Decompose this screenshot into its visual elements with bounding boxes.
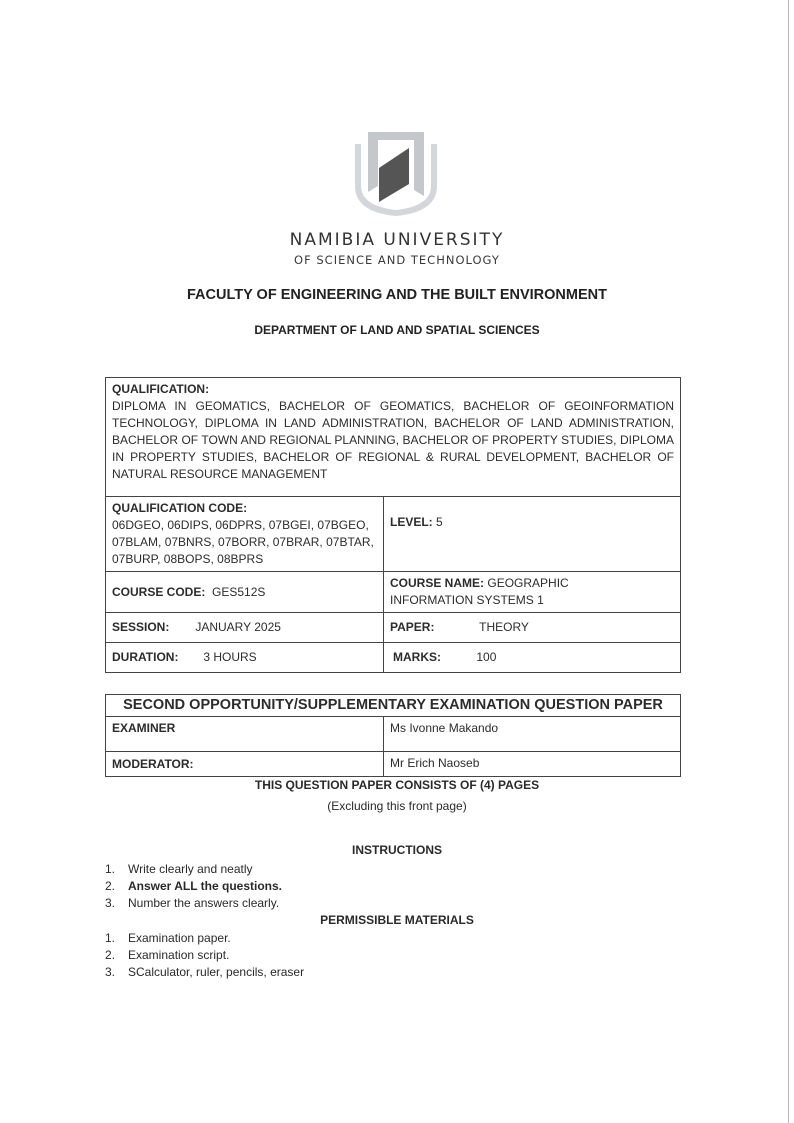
list-item-text: Write clearly and neatly [128,862,253,876]
session-cell [106,613,384,643]
list-item-number: 2. [105,948,116,962]
examiner-value: Ms Ivonne Makando [384,717,681,752]
instructions-heading: INSTRUCTIONS [352,843,442,857]
list-item [105,930,304,947]
moderator-value: Mr Erich Naoseb [384,752,681,777]
list-item-text: SCalculator, ruler, pencils, eraser [128,965,305,979]
materials-list [105,930,304,981]
course-code-label: COURSE CODE: [112,584,206,599]
course-name-value-cont: INFORMATION SYSTEMS 1 [390,593,544,607]
list-item-number: 1. [105,931,116,945]
moderator-label: MODERATOR: [106,752,384,777]
list-item [105,895,282,912]
list-item [105,964,304,981]
paper-label: PAPER: [390,620,435,634]
materials-heading: PERMISSIBLE MATERIALS [320,913,474,927]
course-code-cell [106,572,384,613]
marks-value: 100 [476,650,497,664]
marks-label: MARKS: [393,650,441,664]
list-item-text: Number the answers clearly. [128,896,280,910]
scan-edge-line [788,0,789,1123]
duration-cell [106,643,384,673]
list-item-text: Examination script. [128,948,230,962]
level-cell [384,497,681,572]
qualification-value: DIPLOMA IN GEOMATICS, BACHELOR OF GEOMATICS, BACHELOR OF GEOINFORMATION TECHNOLOGY, DIPLOMA IN LAND ADMINISTRATION, BACHELOR OF LAND ADMINISTRATION, BACHELOR OF TOWN AND REGIONAL PLANNING, BACHELOR OF PROPERTY STUDIES, DIPLOMA IN PROPERTY STUDIES, BACHELOR OF REGIONAL & RURAL DEVELOPMENT, BACHELOR OF NATURAL RESOURCE MANAGEMENT [112,399,674,481]
level-label: LEVEL: [390,515,433,529]
list-item-number: 2. [105,879,116,893]
list-item [105,947,304,964]
department-heading: DEPARTMENT OF LAND AND SPATIAL SCIENCES [254,323,540,337]
marks-cell [384,643,681,673]
qualification-code-line: 07BLAM, 07BNRS, 07BORR, 07BRAR, 07BTAR, [112,535,374,549]
exam-title: SECOND OPPORTUNITY/SUPPLEMENTARY EXAMINATION QUESTION PAPER [106,695,681,717]
paper-value: THEORY [479,620,529,634]
list-item-text: Answer ALL the questions. [128,879,283,893]
instructions-list [105,861,282,912]
course-name-cell [384,572,681,613]
list-item [105,861,282,878]
qualification-label: QUALIFICATION: [112,382,210,396]
qualification-code-label: QUALIFICATION CODE: [112,501,248,515]
pages-note: THIS QUESTION PAPER CONSISTS OF (4) PAGES [254,778,540,792]
list-item-number: 1. [105,862,116,876]
qualification-code-line: 06DGEO, 06DIPS, 06DPRS, 07BGEI, 07BGEO, [112,518,369,532]
university-subtitle: OF SCIENCE AND TECHNOLOGY [294,253,500,267]
course-name-label: COURSE NAME: [390,576,485,590]
list-item-number: 3. [105,965,116,979]
list-item-text: Examination paper. [128,931,231,945]
session-value: JANUARY 2025 [195,620,281,634]
paper-cell [384,613,681,643]
course-details-table [105,377,681,673]
session-label: SESSION: [112,620,170,634]
examiner-label: EXAMINER [106,717,384,752]
faculty-heading: FACULTY OF ENGINEERING AND THE BUILT ENVIRONMENT [187,287,607,303]
qualification-code-line: 07BURP, 08BOPS, 08BPRS [112,552,264,566]
qualification-code-cell [106,497,384,572]
examination-table [105,694,681,777]
pages-subnote: (Excluding this front page) [327,799,467,813]
list-item-number: 3. [105,896,116,910]
list-item [105,878,282,895]
university-name: NAMIBIA UNIVERSITY [289,230,505,250]
course-name-value: GEOGRAPHIC [487,576,569,590]
university-shield-logo-icon [351,126,441,218]
duration-label: DURATION: [112,650,179,664]
qualification-cell [106,378,681,497]
level-value: 5 [436,515,443,529]
duration-value: 3 HOURS [203,650,257,664]
course-code-value: GES512S [212,584,266,599]
